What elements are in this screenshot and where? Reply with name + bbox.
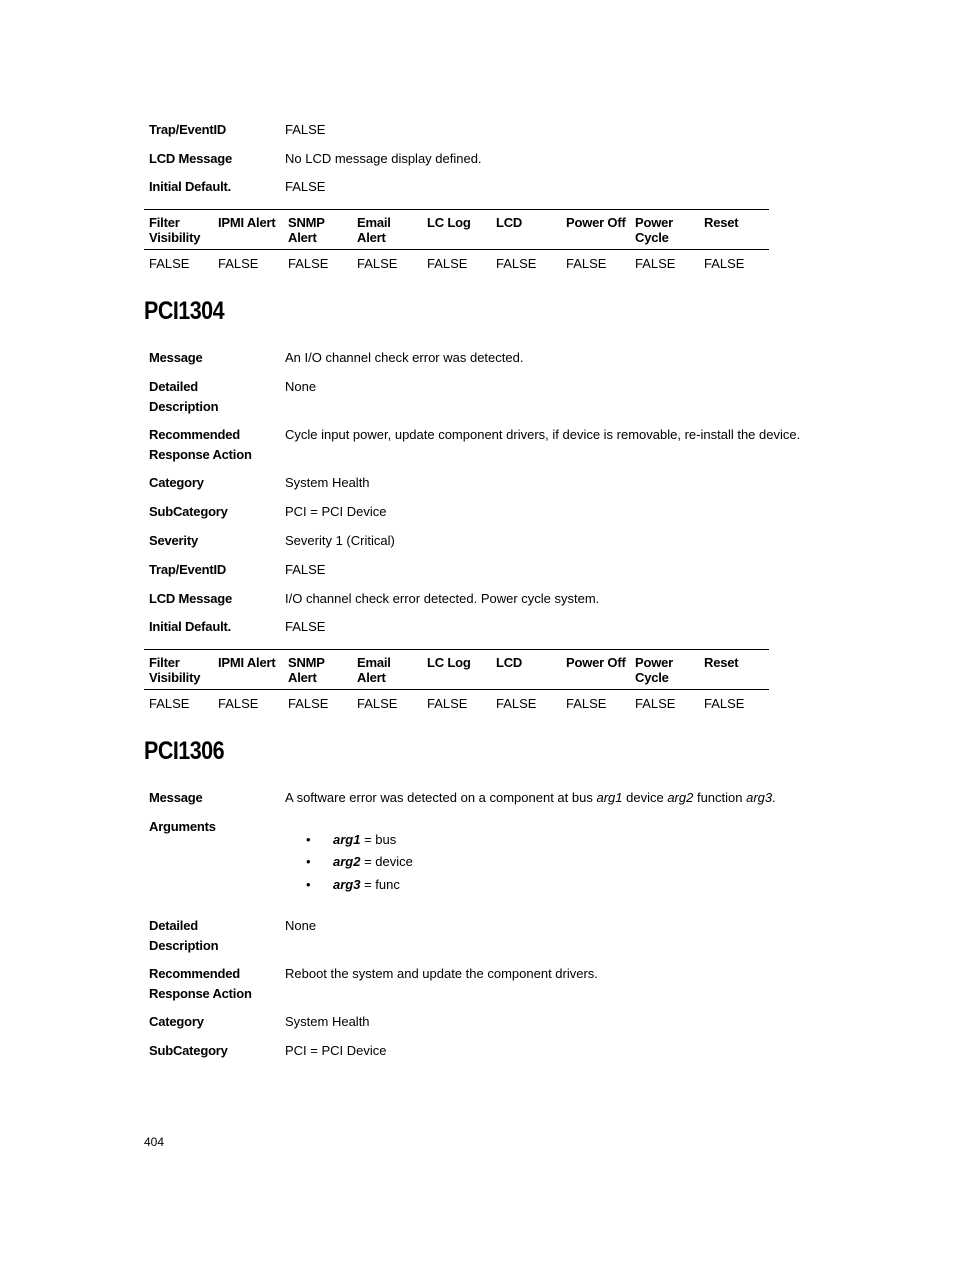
table-header-cell: SNMP Alert (288, 655, 325, 685)
field-key: Recommended Response Action (149, 966, 252, 1001)
field-key: Initial Default. (149, 619, 232, 634)
field-value: System Health (285, 1014, 370, 1029)
field-value: FALSE (285, 179, 326, 194)
arg-ref: arg3 (746, 790, 773, 805)
table-cell: FALSE (566, 696, 607, 711)
field-value: No LCD message display defined. (285, 151, 482, 166)
table-cell: FALSE (357, 256, 398, 271)
table-header-cell: Power Cycle (635, 655, 674, 685)
field-value: I/O channel check error detected. Power cycle system. (285, 591, 600, 606)
table-header-cell: Filter Visibility (149, 215, 201, 245)
bullet-icon: • (306, 854, 311, 869)
field-value: A software error was detected on a component at bus arg1 device arg2 function arg3. (285, 790, 776, 805)
field-value: Severity 1 (Critical) (285, 533, 395, 548)
field-key: Arguments (149, 819, 216, 834)
document-page: Trap/EventID FALSE LCD Message No LCD message display defined. Initial Default. FALSE Filter Visibility IPMI Alert SNMP Alert Email Alert LC Log LCD Power Off Power Cycle Reset FALSE FALSE FALSE FALSE FALSE FALSE FALSE FALSE FALSE PCI1304 Message An I/O channel check error was detected. Detailed Description None Recommended Response Action Cycle input power, update component drivers, if device is removable, re-install the device. Category System Health SubCategory PCI = PCI Device Severity Severity 1 (Critical) Trap/EventID FALSE LCD Message I/O channel check error detected. Power cycle system. Initial Default. FALSE Filter Visibility IPMI Alert SNMP Alert Email Alert LC Log LCD Power Off Power Cycle Reset FALSE FALSE FALSE FALSE FALSE FALSE FALSE FALSE FALSE PCI1306 Message A software error was detected on a component at bus arg1 device arg2 function arg3. Arguments • arg1 = bus • arg2 = device • arg3 = func Detailed Description None Recommended Response Action Reboot the system and update the component drivers. Category System Health SubCategory PCI = PCI Device 404 (0, 0, 954, 1268)
table-header-cell: Reset (704, 215, 739, 230)
field-key: Trap/EventID (149, 562, 227, 577)
table-header-cell: IPMI Alert (218, 655, 276, 670)
table-cell: FALSE (427, 256, 468, 271)
table-header-cell: Email Alert (357, 215, 391, 245)
field-value: None (285, 379, 317, 394)
field-value: FALSE (285, 122, 326, 137)
arg-ref: arg1 (596, 790, 623, 805)
field-value: FALSE (285, 619, 326, 634)
table-header-cell: Power Cycle (635, 215, 674, 245)
field-key: Initial Default. (149, 179, 232, 194)
table-cell: FALSE (704, 696, 745, 711)
table-header-cell: SNMP Alert (288, 215, 325, 245)
field-key: Message (149, 790, 203, 805)
table-cell: FALSE (427, 696, 468, 711)
field-key: Detailed Description (149, 918, 219, 953)
field-value: PCI = PCI Device (285, 1043, 387, 1058)
table-header-cell: LCD (496, 215, 523, 230)
table-header-cell: LC Log (427, 655, 471, 670)
table-header-cell: LCD (496, 655, 523, 670)
field-key: LCD Message (149, 151, 233, 166)
arg-ref: arg2 (667, 790, 694, 805)
field-key: Category (149, 1014, 204, 1029)
field-value: An I/O channel check error was detected. (285, 350, 524, 365)
bullet-icon: • (306, 832, 311, 847)
field-key: Recommended Response Action (149, 427, 252, 462)
table-cell: FALSE (149, 696, 190, 711)
table-cell: FALSE (496, 256, 537, 271)
table-header-cell: Email Alert (357, 655, 391, 685)
field-key: Message (149, 350, 203, 365)
section-heading: PCI1304 (144, 297, 225, 325)
table-cell: FALSE (288, 256, 329, 271)
field-value: PCI = PCI Device (285, 504, 387, 519)
field-value: Cycle input power, update component drivers, if device is removable, re-install the device. (285, 427, 801, 442)
table-cell: FALSE (288, 696, 329, 711)
table-cell: FALSE (566, 256, 607, 271)
table-cell: FALSE (357, 696, 398, 711)
field-key: SubCategory (149, 1043, 228, 1058)
field-value: System Health (285, 475, 370, 490)
table-header-cell: Filter Visibility (149, 655, 201, 685)
table-header-cell: LC Log (427, 215, 471, 230)
table-cell: FALSE (704, 256, 745, 271)
table-header-cell: Power Off (566, 655, 626, 670)
field-value: FALSE (285, 562, 326, 577)
table-header-cell: Power Off (566, 215, 626, 230)
field-value: None (285, 918, 317, 933)
table-header-rule (144, 249, 769, 250)
page-number: 404 (144, 1135, 165, 1149)
field-key: Trap/EventID (149, 122, 227, 137)
table-cell: FALSE (496, 696, 537, 711)
section-heading: PCI1306 (144, 737, 225, 765)
table-header-cell: Reset (704, 655, 739, 670)
table-header-rule (144, 689, 769, 690)
field-value: Reboot the system and update the component drivers. (285, 966, 598, 981)
table-cell: FALSE (635, 696, 676, 711)
field-key: Category (149, 475, 204, 490)
bullet-icon: • (306, 877, 311, 892)
table-header-cell: IPMI Alert (218, 215, 276, 230)
table-cell: FALSE (218, 256, 259, 271)
field-key: LCD Message (149, 591, 233, 606)
field-key: Detailed Description (149, 379, 219, 414)
table-top-rule (144, 649, 769, 650)
table-cell: FALSE (149, 256, 190, 271)
field-key: SubCategory (149, 504, 228, 519)
table-cell: FALSE (218, 696, 259, 711)
field-key: Severity (149, 533, 198, 548)
table-cell: FALSE (635, 256, 676, 271)
table-top-rule (144, 209, 769, 210)
